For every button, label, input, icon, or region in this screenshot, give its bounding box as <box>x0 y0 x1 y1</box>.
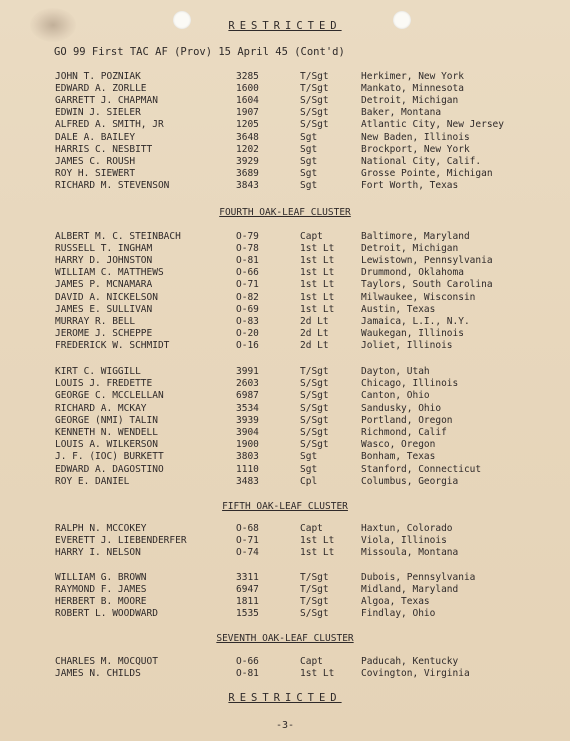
roster-rank: 1st Lt <box>300 255 335 267</box>
roster-serial: O-68 <box>236 523 259 534</box>
roster-row <box>0 668 570 680</box>
roster-rank: 1st Lt <box>300 291 335 303</box>
roster-place: Viola, Illinois <box>361 535 447 546</box>
roster-row <box>0 132 570 144</box>
roster-row <box>0 292 570 304</box>
roster-rank: S/Sgt <box>300 608 329 619</box>
order-header: GO 99 First TAC AF (Prov) 15 April 45 (Cont'd) <box>54 46 345 58</box>
roster-row <box>0 415 570 427</box>
roster-rank: T/Sgt <box>300 83 329 95</box>
roster-name: WILLIAM G. BROWN <box>55 572 147 583</box>
roster-serial: 1811 <box>236 596 259 607</box>
roster-serial: 3929 <box>236 155 259 167</box>
roster-rank: 2d Lt <box>300 327 329 339</box>
roster-name: JOHN T. POZNIAK <box>55 71 141 82</box>
roster-name: JAMES N. CHILDS <box>55 668 141 679</box>
roster-name: ROY E. DANIEL <box>55 475 130 487</box>
roster-serial: 1110 <box>236 463 259 475</box>
roster-name: RUSSELL T. INGHAM <box>55 243 153 255</box>
roster-serial: O-79 <box>236 231 259 242</box>
roster-serial: 3904 <box>236 427 259 438</box>
roster-row <box>0 243 570 255</box>
roster-rank: 1st Lt <box>300 668 335 679</box>
roster-serial: O-83 <box>236 315 259 327</box>
roster-name: HARRY D. JOHNSTON <box>55 255 153 267</box>
roster-serial: 6987 <box>236 390 259 402</box>
roster-rank: S/Sgt <box>300 414 329 426</box>
roster-place: Taylors, South Carolina <box>361 279 493 291</box>
roster-name: GEORGE C. MCCLELLAN <box>55 390 164 402</box>
section-title-fourth: FOURTH OAK-LEAF CLUSTER <box>219 207 351 218</box>
roster-place: Paducah, Kentucky <box>361 656 459 667</box>
roster-place: Detroit, Michigan <box>361 95 459 107</box>
roster-name: RALPH N. MCCOKEY <box>55 523 147 534</box>
roster-place: Missoula, Montana <box>361 547 459 558</box>
roster-serial: 3483 <box>236 475 259 487</box>
roster-serial: 3311 <box>236 572 259 583</box>
roster-row <box>0 439 570 451</box>
roster-name: EDWIN J. SIELER <box>55 107 141 119</box>
roster-serial: 1604 <box>236 95 259 107</box>
roster-name: DALE A. BAILEY <box>55 131 136 143</box>
roster-row <box>0 267 570 279</box>
roster-serial: O-81 <box>236 255 259 267</box>
roster-serial: 3285 <box>236 71 259 82</box>
roster-rank: Sgt <box>300 463 318 475</box>
roster-place: Baltimore, Maryland <box>361 231 470 242</box>
roster-rank: Sgt <box>300 451 318 463</box>
roster-serial: O-69 <box>236 303 259 315</box>
roster-name: ROY H. SIEWERT <box>55 167 136 179</box>
roster-name: EDWARD A. DAGOSTINO <box>55 463 164 475</box>
roster-row <box>0 144 570 156</box>
roster-rank: 2d Lt <box>300 315 329 327</box>
roster-rank: 1st Lt <box>300 267 335 279</box>
roster-rank: S/Sgt <box>300 427 329 438</box>
roster-row <box>0 279 570 291</box>
roster-serial: 6947 <box>236 584 259 595</box>
roster-row <box>0 95 570 107</box>
roster-place: Brockport, New York <box>361 143 470 155</box>
roster-rank: 2d Lt <box>300 339 329 351</box>
roster-serial: O-81 <box>236 668 259 679</box>
roster-rank: S/Sgt <box>300 378 329 390</box>
roster-rank: 1st Lt <box>300 535 335 546</box>
roster-name: WILLIAM C. MATTHEWS <box>55 267 164 279</box>
roster-rank: Sgt <box>300 131 318 143</box>
roster-rank: S/Sgt <box>300 402 329 414</box>
roster-rank: 1st Lt <box>300 547 335 558</box>
roster-rank: S/Sgt <box>300 439 329 451</box>
roster-name: RICHARD M. STEVENSON <box>55 179 170 191</box>
roster-place: Herkimer, New York <box>361 71 464 82</box>
roster-place: Mankato, Minnesota <box>361 83 464 95</box>
roster-place: New Baden, Illinois <box>361 131 470 143</box>
roster-serial: 1202 <box>236 143 259 155</box>
roster-serial: O-74 <box>236 547 259 558</box>
roster-serial: O-66 <box>236 267 259 279</box>
roster-name: HARRY I. NELSON <box>55 547 141 558</box>
roster-rank: Cpl <box>300 475 318 487</box>
roster-serial: 3689 <box>236 167 259 179</box>
roster-place: Covington, Virginia <box>361 668 470 679</box>
roster-rank: Capt <box>300 656 323 667</box>
roster-name: GARRETT J. CHAPMAN <box>55 95 158 107</box>
roster-row <box>0 427 570 439</box>
section-title-seventh: SEVENTH OAK-LEAF CLUSTER <box>216 633 354 644</box>
roster-rank: T/Sgt <box>300 366 329 377</box>
roster-row <box>0 83 570 95</box>
roster-place: Chicago, Illinois <box>361 378 459 390</box>
roster-rank: S/Sgt <box>300 119 329 131</box>
roster-place: Richmond, Calif <box>361 427 447 438</box>
roster-serial: 3843 <box>236 179 259 191</box>
roster-name: ROBERT L. WOODWARD <box>55 608 158 619</box>
roster-row <box>0 71 570 83</box>
roster-name: HERBERT B. MOORE <box>55 596 147 607</box>
roster-row <box>0 366 570 378</box>
roster-name: RICHARD A. MCKAY <box>55 402 147 414</box>
roster-name: HARRIS C. NESBITT <box>55 143 153 155</box>
roster-row <box>0 535 570 547</box>
roster-row <box>0 156 570 168</box>
roster-place: Haxtun, Colorado <box>361 523 453 534</box>
roster-rank: T/Sgt <box>300 596 329 607</box>
roster-rank: T/Sgt <box>300 71 329 82</box>
roster-name: EDWARD A. ZORLLE <box>55 83 147 95</box>
roster-name: JEROME J. SCHEPPE <box>55 327 153 339</box>
roster-place: Algoa, Texas <box>361 596 430 607</box>
roster-rank: T/Sgt <box>300 584 329 595</box>
roster-serial: 1600 <box>236 83 259 95</box>
roster-name: EVERETT J. LIEBENDERFER <box>55 535 187 546</box>
roster-rank: Sgt <box>300 167 318 179</box>
roster-place: Portland, Oregon <box>361 414 453 426</box>
roster-row <box>0 608 570 620</box>
roster-place: Atlantic City, New Jersey <box>361 119 504 131</box>
roster-name: GEORGE (NMI) TALIN <box>55 414 158 426</box>
roster-row <box>0 340 570 352</box>
roster-place: Dubois, Pennsylvania <box>361 572 476 583</box>
roster-name: J. F. (IOC) BURKETT <box>55 451 164 463</box>
roster-row <box>0 316 570 328</box>
roster-row <box>0 451 570 463</box>
roster-name: LOUIS J. FREDETTE <box>55 378 153 390</box>
roster-row <box>0 168 570 180</box>
roster-serial: O-66 <box>236 656 259 667</box>
roster-row <box>0 107 570 119</box>
section-title-fifth: FIFTH OAK-LEAF CLUSTER <box>222 501 348 512</box>
roster-row <box>0 390 570 402</box>
roster-place: Bonham, Texas <box>361 451 436 463</box>
roster-name: CHARLES M. MOCQUOT <box>55 656 158 667</box>
roster-place: Milwaukee, Wisconsin <box>361 291 476 303</box>
roster-name: ALBERT M. C. STEINBACH <box>55 231 181 242</box>
roster-serial: O-82 <box>236 291 259 303</box>
roster-place: Austin, Texas <box>361 303 436 315</box>
roster-row <box>0 523 570 535</box>
roster-row <box>0 119 570 131</box>
roster-name: KENNETH N. WENDELL <box>55 427 158 438</box>
roster-row <box>0 304 570 316</box>
roster-row <box>0 231 570 243</box>
roster-rank: 1st Lt <box>300 303 335 315</box>
roster-rank: T/Sgt <box>300 572 329 583</box>
roster-row <box>0 328 570 340</box>
roster-place: Canton, Ohio <box>361 390 430 402</box>
roster-serial: O-20 <box>236 327 259 339</box>
roster-place: Sandusky, Ohio <box>361 402 442 414</box>
roster-rank: Sgt <box>300 155 318 167</box>
roster-place: National City, Calif. <box>361 155 482 167</box>
roster-place: Lewistown, Pennsylvania <box>361 255 493 267</box>
roster-serial: 1900 <box>236 439 259 451</box>
roster-rank: S/Sgt <box>300 390 329 402</box>
roster-serial: O-71 <box>236 535 259 546</box>
roster-place: Jamaica, L.I., N.Y. <box>361 315 470 327</box>
roster-row <box>0 584 570 596</box>
roster-name: LOUIS A. WILKERSON <box>55 439 158 451</box>
roster-place: Midland, Maryland <box>361 584 459 595</box>
roster-serial: O-16 <box>236 339 259 351</box>
roster-rank: 1st Lt <box>300 243 335 255</box>
roster-place: Fort Worth, Texas <box>361 179 459 191</box>
roster-place: Drummond, Oklahoma <box>361 267 464 279</box>
roster-name: RAYMOND F. JAMES <box>55 584 147 595</box>
roster-serial: 1907 <box>236 107 259 119</box>
roster-row <box>0 255 570 267</box>
roster-serial: 3939 <box>236 414 259 426</box>
roster-name: DAVID A. NICKELSON <box>55 291 158 303</box>
roster-name: KIRT C. WIGGILL <box>55 366 141 377</box>
roster-row <box>0 476 570 488</box>
roster-name: FREDERICK W. SCHMIDT <box>55 339 170 351</box>
roster-place: Joliet, Illinois <box>361 339 453 351</box>
roster-place: Waukegan, Illinois <box>361 327 464 339</box>
roster-place: Grosse Pointe, Michigan <box>361 167 493 179</box>
roster-place: Detroit, Michigan <box>361 243 459 255</box>
roster-serial: 3991 <box>236 366 259 377</box>
roster-rank: Capt <box>300 523 323 534</box>
roster-name: JAMES E. SULLIVAN <box>55 303 153 315</box>
roster-serial: 3534 <box>236 402 259 414</box>
roster-serial: 1205 <box>236 119 259 131</box>
roster-row <box>0 180 570 192</box>
roster-rank: S/Sgt <box>300 107 329 119</box>
roster-rank: Capt <box>300 231 323 242</box>
roster-name: JAMES C. ROUSH <box>55 155 136 167</box>
roster-place: Dayton, Utah <box>361 366 430 377</box>
roster-serial: 2603 <box>236 378 259 390</box>
roster-place: Wasco, Oregon <box>361 439 436 451</box>
roster-serial: 3648 <box>236 131 259 143</box>
roster-row <box>0 378 570 390</box>
roster-row <box>0 572 570 584</box>
roster-row <box>0 403 570 415</box>
roster-place: Stanford, Connecticut <box>361 463 482 475</box>
classification-stamp-top: RESTRICTED <box>228 20 342 32</box>
roster-serial: O-78 <box>236 243 259 255</box>
roster-rank: Sgt <box>300 179 318 191</box>
page-number: -3- <box>275 720 295 731</box>
roster-place: Columbus, Georgia <box>361 475 459 487</box>
roster-row <box>0 596 570 608</box>
roster-name: JAMES P. MCNAMARA <box>55 279 153 291</box>
roster-serial: 3803 <box>236 451 259 463</box>
roster-row <box>0 464 570 476</box>
roster-name: MURRAY R. BELL <box>55 315 136 327</box>
classification-stamp-bottom: RESTRICTED <box>228 692 342 704</box>
roster-serial: O-71 <box>236 279 259 291</box>
roster-name: ALFRED A. SMITH, JR <box>55 119 164 131</box>
roster-row <box>0 547 570 559</box>
roster-rank: 1st Lt <box>300 279 335 291</box>
roster-row <box>0 656 570 668</box>
roster-rank: S/Sgt <box>300 95 329 107</box>
roster-place: Baker, Montana <box>361 107 442 119</box>
roster-rank: Sgt <box>300 143 318 155</box>
roster-serial: 1535 <box>236 608 259 619</box>
roster-place: Findlay, Ohio <box>361 608 436 619</box>
